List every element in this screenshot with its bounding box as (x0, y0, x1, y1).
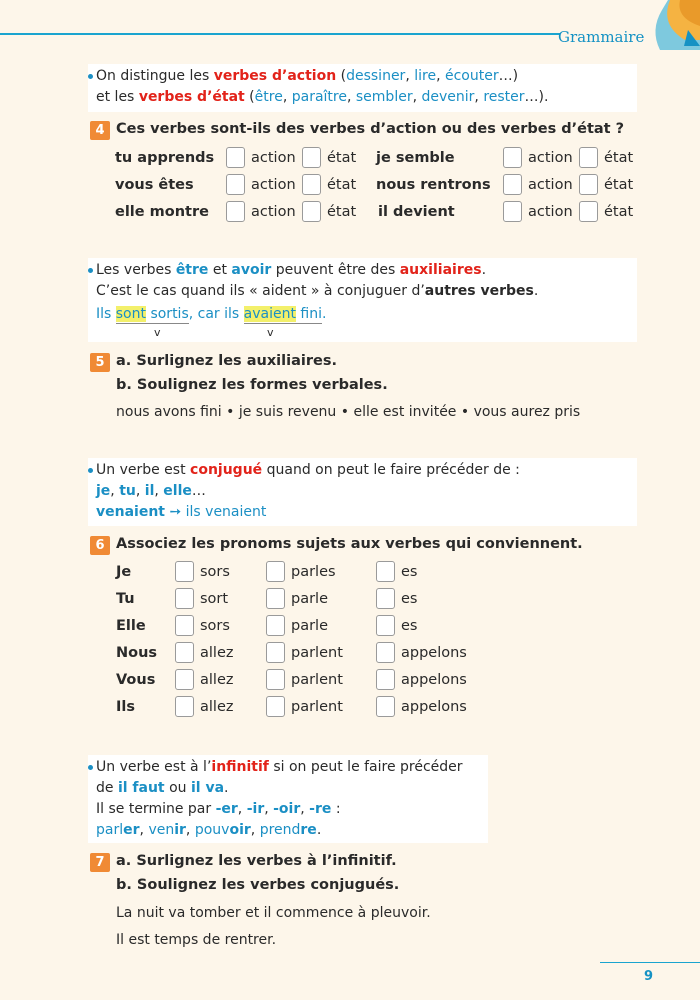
checkbox-appelons[interactable] (376, 696, 395, 717)
rule-box-infinitif (88, 755, 488, 843)
rule-box-conjugue (88, 458, 637, 526)
exercise-instruction-b: b. Soulignez les formes verbales. (116, 377, 388, 393)
verb-item: vous êtes (115, 177, 194, 193)
checkbox-etat[interactable] (302, 147, 321, 168)
option-label: action (528, 177, 573, 193)
option-label: action (251, 177, 296, 193)
verb-item: nous rentrons (376, 177, 491, 193)
verb-item: elle montre (115, 204, 209, 220)
option-label: action (528, 150, 573, 166)
checkbox-es[interactable] (376, 588, 395, 609)
verb-item: il devient (378, 204, 455, 220)
checkbox-allez[interactable] (175, 669, 194, 690)
checkbox-etat[interactable] (302, 174, 321, 195)
verb-option: allez (200, 672, 234, 688)
exercise-instruction: Associez les pronoms sujets aux verbes qui conviennent. (116, 536, 583, 552)
option-label: état (327, 177, 357, 193)
verb-option: es (401, 618, 418, 634)
option-label: état (604, 177, 634, 193)
verb-option: appelons (401, 699, 467, 715)
verb-option: parlent (291, 699, 343, 715)
checkbox-parlent[interactable] (266, 642, 285, 663)
exercise-sentence: Il est temps de rentrer. (116, 932, 277, 948)
rule-example: venaient ➙ ils venaient (96, 504, 267, 520)
verb-option: sort (200, 591, 229, 607)
bullet-icon (88, 765, 93, 770)
footer-rule (600, 962, 700, 963)
bullet-icon (88, 468, 93, 473)
rule-box-action-etat (88, 64, 637, 112)
section-title: Grammaire (558, 28, 645, 46)
pronoun-label: Ils (116, 699, 135, 715)
pronoun-label: Tu (116, 591, 135, 607)
page-number: 9 (644, 969, 654, 984)
option-label: état (327, 150, 357, 166)
bullet-icon (88, 74, 93, 79)
exercise-sentence: nous avons fini • je suis revenu • elle est invitée • vous aurez pris (116, 404, 581, 420)
verb-option: parles (291, 564, 336, 580)
verb-option: es (401, 591, 418, 607)
rule-line: C’est le cas quand ils « aident » à conjuguer d’autres verbes. (96, 283, 539, 299)
exercise-instruction: Ces verbes sont-ils des verbes d’action ou des verbes d’état ? (116, 121, 625, 137)
checkbox-es[interactable] (376, 615, 395, 636)
checkbox-parles[interactable] (266, 561, 285, 582)
pronoun-label: Nous (116, 645, 158, 661)
option-label: état (604, 150, 634, 166)
verb-option: appelons (401, 672, 467, 688)
checkbox-allez[interactable] (175, 696, 194, 717)
rule-line: et les verbes d’état (être, paraître, sembler, devenir, rester…). (96, 89, 549, 105)
mark-v: v (154, 326, 161, 339)
checkbox-sors[interactable] (175, 561, 194, 582)
mark-v: v (267, 326, 274, 339)
verb-option: sors (200, 564, 230, 580)
checkbox-etat[interactable] (579, 174, 598, 195)
checkbox-appelons[interactable] (376, 669, 395, 690)
exercise-number: 7 (90, 853, 110, 872)
rule-line: Il se termine par -er, -ir, -oir, -re : (96, 801, 341, 817)
checkbox-parlent[interactable] (266, 696, 285, 717)
exercise-number: 5 (90, 353, 110, 372)
rule-line: Un verbe est conjugué quand on peut le faire précéder de : (96, 462, 520, 478)
checkbox-action[interactable] (503, 174, 522, 195)
checkbox-sort[interactable] (175, 588, 194, 609)
checkbox-parle[interactable] (266, 588, 285, 609)
bullet-icon (88, 268, 93, 273)
verb-option: appelons (401, 645, 467, 661)
option-label: état (604, 204, 634, 220)
corner-decoration (640, 0, 700, 50)
rule-example: Ils sont sortis, car ils avaient fini. (96, 306, 327, 322)
verb-option: parle (291, 618, 329, 634)
checkbox-etat[interactable] (302, 201, 321, 222)
verb-option: parlent (291, 672, 343, 688)
checkbox-es[interactable] (376, 561, 395, 582)
rule-line: je, tu, il, elle… (96, 483, 206, 499)
rule-line: On distingue les verbes d’action (dessiner, lire, écouter…) (96, 68, 519, 84)
header-rule (0, 33, 560, 35)
checkbox-action[interactable] (226, 147, 245, 168)
checkbox-action[interactable] (503, 201, 522, 222)
option-label: état (327, 204, 357, 220)
rule-line: Les verbes être et avoir peuvent être des auxiliaires. (96, 262, 487, 278)
verb-option: parlent (291, 645, 343, 661)
exercise-instruction-a: a. Surlignez les auxiliaires. (116, 353, 337, 369)
checkbox-action[interactable] (226, 201, 245, 222)
pronoun-label: Je (116, 564, 132, 580)
checkbox-action[interactable] (226, 174, 245, 195)
rule-line: de il faut ou il va. (96, 780, 229, 796)
option-label: action (251, 204, 296, 220)
exercise-sentence: La nuit va tomber et il commence à pleuvoir. (116, 905, 431, 921)
checkbox-parlent[interactable] (266, 669, 285, 690)
pronoun-label: Elle (116, 618, 146, 634)
checkbox-etat[interactable] (579, 201, 598, 222)
rule-box-auxiliaires (88, 258, 637, 342)
verb-option: parle (291, 591, 329, 607)
checkbox-action[interactable] (503, 147, 522, 168)
checkbox-sors[interactable] (175, 615, 194, 636)
checkbox-allez[interactable] (175, 642, 194, 663)
rule-example: parler, venir, pouvoir, prendre. (96, 822, 322, 838)
pronoun-label: Vous (116, 672, 156, 688)
verb-item: je semble (376, 150, 455, 166)
checkbox-etat[interactable] (579, 147, 598, 168)
verb-item: tu apprends (115, 150, 215, 166)
verb-option: allez (200, 699, 234, 715)
option-label: action (251, 150, 296, 166)
rule-line: Un verbe est à l’infinitif si on peut le faire précéder (96, 759, 463, 775)
exercise-instruction-a: a. Surlignez les verbes à l’infinitif. (116, 853, 397, 869)
verb-option: allez (200, 645, 234, 661)
exercise-number: 6 (90, 536, 110, 555)
verb-option: es (401, 564, 418, 580)
exercise-number: 4 (90, 121, 110, 140)
exercise-instruction-b: b. Soulignez les verbes conjugués. (116, 877, 400, 893)
checkbox-parle[interactable] (266, 615, 285, 636)
option-label: action (528, 204, 573, 220)
checkbox-appelons[interactable] (376, 642, 395, 663)
verb-option: sors (200, 618, 230, 634)
